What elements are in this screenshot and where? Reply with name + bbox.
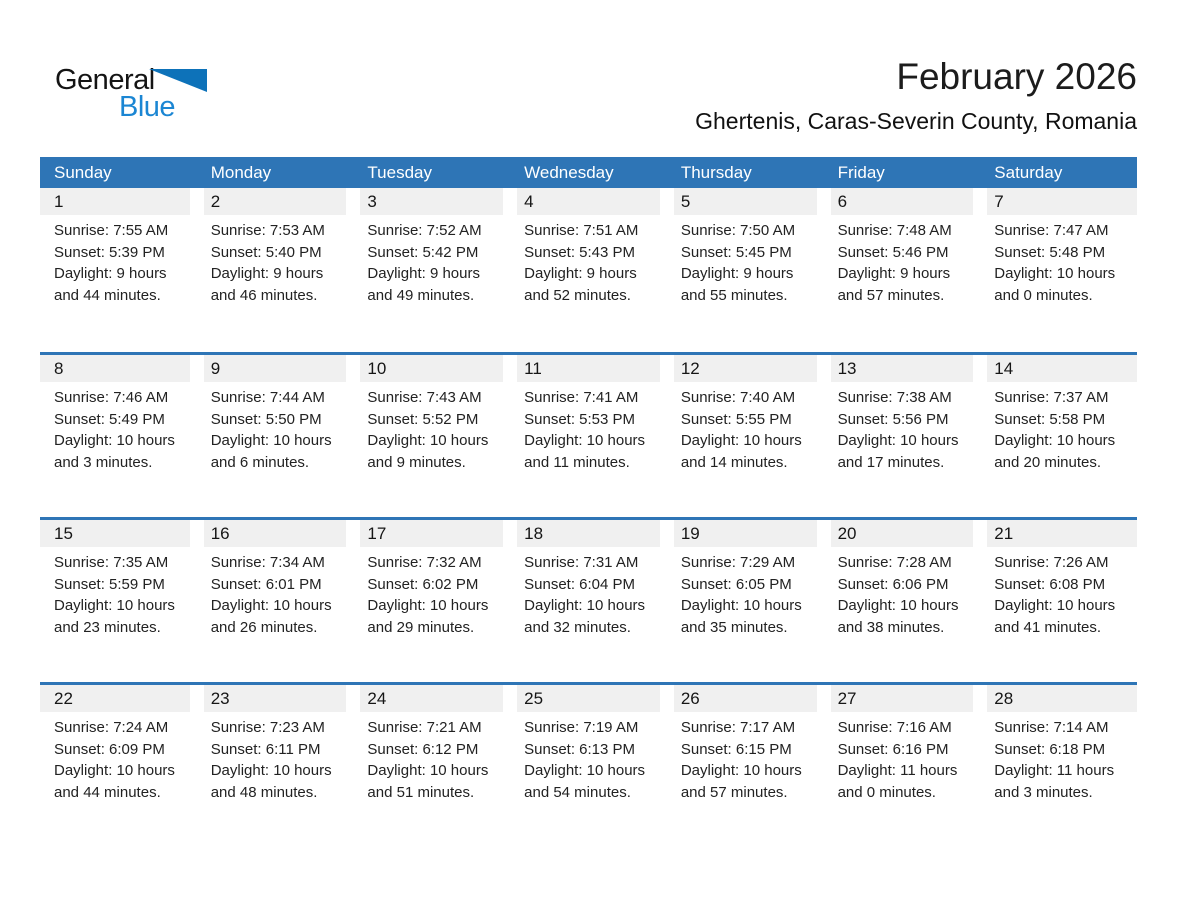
sunset-text: Sunset: 5:58 PM [994,410,1106,428]
day-number-band [987,685,1137,712]
sunrise-text: Sunrise: 7:23 AM [210,719,325,736]
day-cell-24 [353,685,510,847]
weekday-header-friday [824,163,981,183]
daylight-text: Daylight: 9 hours and 44 minutes. [54,265,167,304]
day-number: 21 [994,523,1014,543]
day-details [510,547,667,638]
sunrise-text: Sunrise: 7:41 AM [524,389,639,406]
daylight-text: Daylight: 10 hours and 44 minutes. [54,762,175,801]
day-number-band [360,188,503,215]
sunrise-text: Sunrise: 7:34 AM [210,554,325,571]
day-details [353,547,510,638]
sunrise-text: Sunrise: 7:17 AM [680,719,796,736]
daylight-text: Daylight: 10 hours and 38 minutes. [837,597,959,636]
day-cell-2 [197,188,354,352]
sunset-text: Sunset: 6:01 PM [210,575,322,593]
weekday-header-row [40,157,1137,188]
daylight-text: Daylight: 10 hours and 3 minutes. [54,432,175,471]
week-row-4 [40,682,1137,847]
sunset-text: Sunset: 5:50 PM [210,410,322,428]
sunrise-text: Sunrise: 7:50 AM [680,222,796,239]
day-cell-20 [824,520,981,682]
sunset-text: Sunset: 6:08 PM [994,575,1106,593]
day-number: 10 [367,358,387,378]
weekday-label: Sunday [54,162,112,182]
sunrise-text: Sunrise: 7:44 AM [210,389,325,406]
day-details [40,547,197,638]
day-details [824,547,981,638]
day-details [510,215,667,306]
sunrise-text: Sunrise: 7:53 AM [210,222,325,239]
sunrise-text: Sunrise: 7:29 AM [680,554,796,571]
day-number: 26 [680,688,700,708]
sunset-text: Sunset: 5:59 PM [54,575,165,593]
day-details [980,215,1137,306]
day-cell-16 [197,520,354,682]
daylight-text: Daylight: 10 hours and 54 minutes. [524,762,646,801]
day-number: 18 [524,523,544,543]
weekday-label: Thursday [680,162,752,182]
day-details [824,712,981,803]
daylight-text: Daylight: 10 hours and 41 minutes. [994,597,1116,636]
sunrise-text: Sunrise: 7:35 AM [54,554,169,571]
day-cell-19 [667,520,824,682]
day-number: 13 [837,358,857,378]
day-details [197,382,354,473]
day-details [510,712,667,803]
day-number-band [360,685,503,712]
day-number: 23 [210,688,230,708]
day-number: 16 [210,523,230,543]
day-number: 11 [524,358,542,378]
day-cell-1 [40,188,197,352]
logo-triangle-icon [149,69,207,92]
day-cell-15 [40,520,197,682]
day-number-band [831,520,974,547]
day-cell-9 [197,355,354,517]
day-cell-26 [667,685,824,847]
day-cell-27 [824,685,981,847]
sunrise-text: Sunrise: 7:32 AM [367,554,482,571]
sunset-text: Sunset: 6:04 PM [524,575,636,593]
day-number-band [831,355,974,382]
location-subtitle: Ghertenis, Caras-Severin County, Romania [695,108,1137,134]
sunrise-text: Sunrise: 7:43 AM [367,389,482,406]
sunset-text: Sunset: 6:13 PM [524,740,636,758]
sunrise-text: Sunrise: 7:21 AM [367,719,482,736]
day-details [667,712,824,803]
daylight-text: Daylight: 9 hours and 55 minutes. [680,265,794,304]
sunrise-text: Sunrise: 7:31 AM [524,554,639,571]
calendar-grid [40,188,1137,847]
day-number: 4 [524,191,534,211]
day-details [197,215,354,306]
sunset-text: Sunset: 6:12 PM [367,740,479,758]
day-details [667,215,824,306]
day-number-band [987,355,1137,382]
day-cell-12 [667,355,824,517]
day-number: 27 [837,688,857,708]
sunrise-text: Sunrise: 7:48 AM [837,222,952,239]
day-number: 28 [994,688,1014,708]
day-cell-3 [353,188,510,352]
weekday-label: Saturday [994,162,1063,182]
month-title: February 2026 [896,56,1137,97]
daylight-text: Daylight: 9 hours and 46 minutes. [210,265,324,304]
daylight-text: Daylight: 9 hours and 49 minutes. [367,265,480,304]
sunset-text: Sunset: 6:05 PM [680,575,792,593]
weekday-header-wednesday [510,163,667,183]
day-details [353,382,510,473]
day-cell-8 [40,355,197,517]
sunset-text: Sunset: 6:11 PM [210,740,321,758]
day-number-band [40,520,190,547]
sunset-text: Sunset: 5:52 PM [367,410,479,428]
week-row-2 [40,352,1137,517]
sunset-text: Sunset: 6:09 PM [54,740,165,758]
sunset-text: Sunset: 5:39 PM [54,243,165,261]
logo-general-text: General [55,64,155,96]
daylight-text: Daylight: 10 hours and 11 minutes. [524,432,646,471]
day-details [667,382,824,473]
day-details [667,547,824,638]
day-number-band [517,520,660,547]
day-details [197,547,354,638]
weekday-label: Tuesday [367,162,432,182]
sunset-text: Sunset: 5:42 PM [367,243,479,261]
day-cell-4 [510,188,667,352]
daylight-text: Daylight: 10 hours and 0 minutes. [994,265,1116,304]
daylight-text: Daylight: 10 hours and 51 minutes. [367,762,489,801]
sunrise-text: Sunrise: 7:14 AM [994,719,1109,736]
week-row-1 [40,188,1137,352]
daylight-text: Daylight: 10 hours and 57 minutes. [680,762,802,801]
day-number-band [40,685,190,712]
day-details [40,382,197,473]
day-number-band [987,520,1137,547]
logo-blue-text: Blue [119,91,176,123]
weekday-label: Wednesday [524,162,614,182]
day-number-band [360,520,503,547]
sunset-text: Sunset: 5:53 PM [524,410,636,428]
sunset-text: Sunset: 6:15 PM [680,740,792,758]
sunset-text: Sunset: 5:46 PM [837,243,949,261]
sunset-text: Sunset: 6:18 PM [994,740,1106,758]
day-number-band [517,685,660,712]
sunrise-text: Sunrise: 7:51 AM [524,222,639,239]
day-cell-18 [510,520,667,682]
day-number: 7 [994,191,1004,211]
day-number-band [517,188,660,215]
day-number: 24 [367,688,387,708]
day-number-band [360,355,503,382]
sunset-text: Sunset: 5:48 PM [994,243,1106,261]
daylight-text: Daylight: 10 hours and 29 minutes. [367,597,489,636]
daylight-text: Daylight: 10 hours and 6 minutes. [210,432,332,471]
day-number-band [674,188,817,215]
sunrise-text: Sunrise: 7:26 AM [994,554,1109,571]
daylight-text: Daylight: 10 hours and 48 minutes. [210,762,332,801]
day-details [980,712,1137,803]
day-number-band [674,520,817,547]
general-blue-logo [55,62,225,126]
day-details [980,382,1137,473]
sunset-text: Sunset: 5:40 PM [210,243,322,261]
weekday-header-tuesday [353,163,510,183]
day-cell-17 [353,520,510,682]
day-number-band [204,685,347,712]
day-number: 17 [367,523,387,543]
day-number: 22 [54,688,73,708]
sunrise-text: Sunrise: 7:52 AM [367,222,482,239]
day-cell-13 [824,355,981,517]
sunset-text: Sunset: 6:16 PM [837,740,949,758]
day-cell-22 [40,685,197,847]
sunset-text: Sunset: 6:06 PM [837,575,949,593]
day-number-band [674,355,817,382]
weekday-header-thursday [667,163,824,183]
day-cell-14 [980,355,1137,517]
day-details [824,382,981,473]
day-cell-11 [510,355,667,517]
week-row-3 [40,517,1137,682]
daylight-text: Daylight: 10 hours and 32 minutes. [524,597,646,636]
sunset-text: Sunset: 5:45 PM [680,243,792,261]
sunrise-text: Sunrise: 7:37 AM [994,389,1109,406]
day-details [40,215,197,306]
day-cell-21 [980,520,1137,682]
day-number: 1 [54,191,64,211]
day-cell-25 [510,685,667,847]
day-number: 12 [680,358,700,378]
day-number-band [517,355,660,382]
weekday-label: Monday [210,162,272,182]
daylight-text: Daylight: 10 hours and 35 minutes. [680,597,802,636]
day-number-band [831,685,974,712]
day-details [197,712,354,803]
day-number-band [40,355,190,382]
day-cell-23 [197,685,354,847]
day-details [353,712,510,803]
weekday-header-saturday [980,163,1137,183]
day-cell-10 [353,355,510,517]
day-cell-7 [980,188,1137,352]
day-number: 20 [837,523,857,543]
day-details [353,215,510,306]
day-number: 3 [367,191,377,211]
sunrise-text: Sunrise: 7:46 AM [54,389,169,406]
day-number: 9 [210,358,221,378]
day-details [510,382,667,473]
daylight-text: Daylight: 10 hours and 26 minutes. [210,597,332,636]
sunrise-text: Sunrise: 7:47 AM [994,222,1109,239]
sunrise-text: Sunrise: 7:28 AM [837,554,952,571]
sunrise-text: Sunrise: 7:24 AM [54,719,169,736]
daylight-text: Daylight: 10 hours and 23 minutes. [54,597,175,636]
sunset-text: Sunset: 5:49 PM [54,410,165,428]
weekday-label: Friday [837,162,885,182]
day-number: 8 [54,358,64,378]
sunrise-text: Sunrise: 7:40 AM [680,389,796,406]
sunset-text: Sunset: 5:55 PM [680,410,792,428]
day-number: 2 [210,191,221,211]
weekday-header-sunday [40,163,197,183]
sunrise-text: Sunrise: 7:19 AM [524,719,639,736]
daylight-text: Daylight: 9 hours and 52 minutes. [524,265,637,304]
daylight-text: Daylight: 10 hours and 9 minutes. [367,432,489,471]
daylight-text: Daylight: 10 hours and 14 minutes. [680,432,802,471]
sunrise-text: Sunrise: 7:55 AM [54,222,169,239]
day-details [980,547,1137,638]
sunrise-text: Sunrise: 7:16 AM [837,719,952,736]
daylight-text: Daylight: 9 hours and 57 minutes. [837,265,951,304]
calendar-table [40,157,1137,847]
day-number: 25 [524,688,544,708]
sunrise-text: Sunrise: 7:38 AM [837,389,952,406]
day-number-band [831,188,974,215]
day-details [40,712,197,803]
day-number: 15 [54,523,73,543]
day-number: 5 [680,191,691,211]
day-number-band [674,685,817,712]
day-number: 19 [680,523,700,543]
day-details [824,215,981,306]
day-number-band [40,188,190,215]
day-number-band [204,355,347,382]
day-number-band [204,188,347,215]
day-number-band [204,520,347,547]
title-block [437,55,1137,136]
day-cell-28 [980,685,1137,847]
day-cell-6 [824,188,981,352]
day-number-band [987,188,1137,215]
daylight-text: Daylight: 11 hours and 0 minutes. [837,762,958,801]
daylight-text: Daylight: 10 hours and 17 minutes. [837,432,959,471]
day-cell-5 [667,188,824,352]
day-number: 6 [837,191,848,211]
sunset-text: Sunset: 5:43 PM [524,243,636,261]
sunset-text: Sunset: 5:56 PM [837,410,949,428]
daylight-text: Daylight: 10 hours and 20 minutes. [994,432,1116,471]
sunset-text: Sunset: 6:02 PM [367,575,479,593]
daylight-text: Daylight: 11 hours and 3 minutes. [994,762,1115,801]
weekday-header-monday [197,163,354,183]
day-number: 14 [994,358,1014,378]
